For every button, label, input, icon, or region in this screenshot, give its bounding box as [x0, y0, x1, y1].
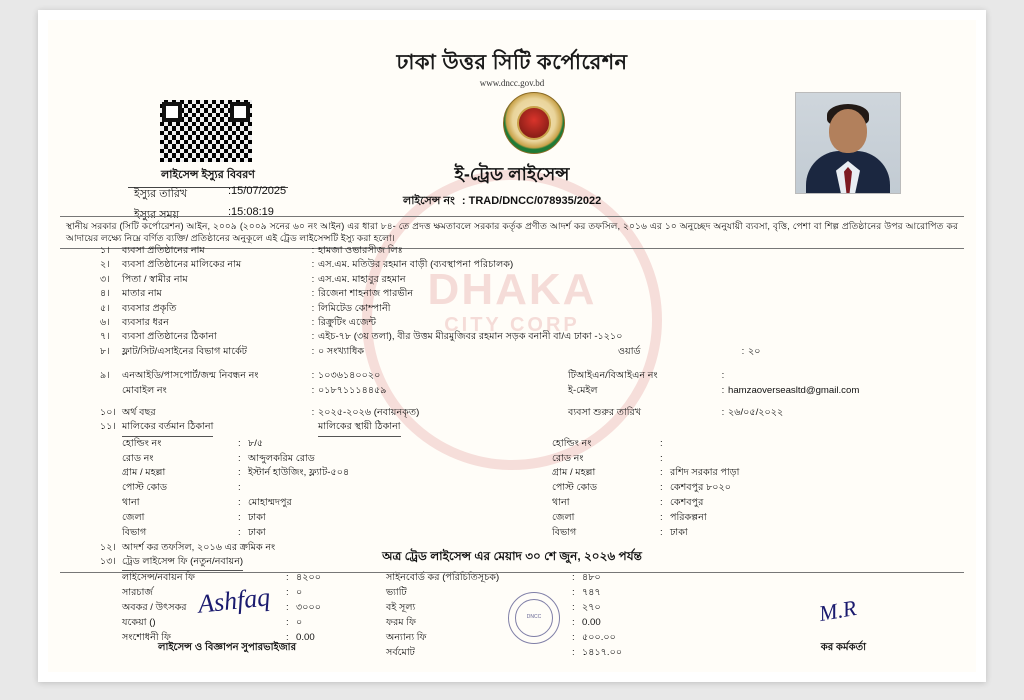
- fee-row: যকেয়া () : ০ ফরম ফি : 0.00: [122, 617, 601, 629]
- field-row: [100, 258, 946, 272]
- address-line: গ্রাম / মহল্লা : রশিদ সরকার পাড়া: [552, 467, 740, 479]
- supervisor-signature: Ashfaq: [196, 582, 272, 619]
- license-number-value: : TRAD/DNCC/078935/2022: [461, 195, 602, 207]
- license-inner: [48, 20, 976, 672]
- field-number: ৯।: [100, 370, 110, 382]
- address-line: হোল্ডিং নং :: [552, 437, 663, 449]
- address-line: পোস্ট কোড :: [122, 482, 241, 494]
- present-address: [122, 437, 552, 541]
- address-line: পোস্ট কোড : কেশবপুর ৮০২০: [552, 482, 732, 494]
- ward-label: ওয়ার্ড: [618, 345, 641, 357]
- email-value: hamzaoverseasltd@gmail.com: [728, 384, 860, 396]
- supervisor-title: লাইসেন্স ও বিজ্ঞাপন সুপারভাইজার: [158, 642, 297, 653]
- field-label: এনআইডি/পাসপোর্ট/জন্ম নিবন্ধন নং: [122, 370, 259, 382]
- field-value: এস.এম. মতিউর রহমান বাড়ী (ব্যবস্থাপনা পরিচালক): [318, 259, 514, 271]
- field-number: ৫।: [100, 302, 110, 314]
- start-date-label: ব্যবসা শুরুর তারিখ: [568, 406, 642, 418]
- field-colon: :: [311, 331, 315, 343]
- address-line: গ্রাম / মহল্লা : ইস্টার্ন হাউজিং, ফ্ল্যাট-৫০৪: [122, 467, 350, 479]
- address-block: [100, 437, 946, 541]
- signature-divider: [60, 572, 964, 573]
- address-line: বিভাগ : ঢাকা: [552, 526, 688, 538]
- national-emblem-icon: [503, 92, 565, 154]
- organization-title: ঢাকা উত্তর সিটি কর্পোরেশন: [396, 51, 628, 74]
- watermark-subtext: CITY CORP: [444, 314, 580, 337]
- field-value: এইচ-৭৮ (৩য় তলা), বীর উত্তম মীরমুজিবর রহমান সড়ক বনানী বা/এ ঢাকা -১২১০: [318, 331, 623, 343]
- field-value: এস.এম. মাহাবুর রহমান: [318, 273, 406, 285]
- field-number: ১০।: [100, 406, 116, 418]
- address-line: রোড নং :: [552, 452, 663, 464]
- address-line: বিভাগ : ঢাকা: [122, 526, 266, 538]
- mobile-label: মোবাইল নং: [122, 384, 167, 396]
- document-title: ই-ট্রেড লাইসেন্স: [454, 164, 570, 184]
- field-number: ৭।: [100, 331, 110, 343]
- address-line: রোড নং : আব্দুলকরিম রোড: [122, 452, 315, 464]
- field-label: ব্যবসার ধরন: [122, 316, 169, 328]
- field-row-mobile: [100, 384, 946, 398]
- field-value: হামজা ওভারসীজ লিঃ: [318, 245, 403, 256]
- field-number: ৮।: [100, 345, 110, 357]
- field-colon: :: [311, 273, 315, 285]
- fee-heading: ট্রেড লাইসেন্স ফি (নতুন/নবায়ন): [122, 555, 422, 571]
- fee-row: সংশোধনী ফি : 0.00 অন্যান্য ফি : ৫০০.০০: [122, 631, 616, 643]
- field-colon: :: [311, 406, 315, 418]
- field-colon: :: [311, 259, 315, 271]
- field-label: ব্যবসা প্রতিষ্ঠানের ঠিকানা: [122, 331, 217, 343]
- address-line: জেলা : ঢাকা: [122, 511, 266, 523]
- license-number-label: লাইসেন্স নং: [403, 195, 455, 207]
- qr-code-icon: [160, 100, 252, 162]
- field-colon: :: [311, 288, 315, 300]
- ward-colon: :: [741, 345, 745, 357]
- field-row-market: [100, 345, 946, 359]
- field-number: ১১।: [100, 421, 116, 433]
- field-row: [100, 316, 946, 330]
- email-label: ই-মেইল: [568, 384, 598, 396]
- field-row: [100, 330, 946, 344]
- field-colon: :: [311, 345, 315, 357]
- field-label: অর্থ বছর: [122, 406, 156, 418]
- present-address-heading: মালিকের বর্তমান ঠিকানা: [122, 420, 308, 436]
- field-label: আদর্শ কর তফসিল, ২০১৬ এর ক্রমিক নং: [122, 541, 276, 553]
- field-value: ১০৩৬১৪০০২০: [318, 370, 381, 382]
- website-url: www.dncc.gov.bd: [479, 78, 545, 88]
- field-value: ২০২৫-২০২৬ (নবায়নকৃত): [318, 406, 420, 418]
- field-number: ৬।: [100, 316, 110, 328]
- start-date-colon: :: [721, 406, 725, 418]
- legal-paragraph: স্থানীয় সরকার (সিটি কর্পোরেশন) আইন, ২০০৯ (২০০৯ সনের ৬০ নং আইন) এর ধারা ৮৪- তে প্রদত্ত ক্ষমতাবলে সরকার কর্তৃক প্রণীত আদর্শ কর তফসিল, ২০১৬ এর ১০ অনুচ্ছেদ অনুযায়ী ব্যবসা, বৃত্তি, পেশা বা শিল্প প্রতিষ্ঠানের উপর আরোপিত কর আদায়ের লক্ষ্যে নিম্নে বর্ণিত ব্যক্তি/ প্রতিষ্ঠানের অনুকূলে এই ট্রেড লাইসেন্সটি ইস্যু করা হলো।: [60, 216, 964, 249]
- field-label: ব্যবসা প্রতিষ্ঠানের মালিকের নাম: [122, 259, 242, 271]
- photo-head: [829, 109, 867, 153]
- field-number: ১।: [100, 245, 110, 256]
- license-number: [403, 192, 601, 211]
- field-row-fiscal-year: [100, 406, 946, 420]
- field-number: ২।: [100, 259, 110, 271]
- field-colon: :: [311, 316, 315, 328]
- permanent-address-heading: মালিকের স্থায়ী ঠিকানা: [318, 420, 558, 436]
- issue-date-value: :15/07/2025: [228, 185, 287, 197]
- field-number: ৪।: [100, 288, 110, 300]
- owner-photo: [795, 92, 901, 194]
- field-number: ৩।: [100, 273, 110, 285]
- field-label: ব্যবসার প্রকৃতি: [122, 302, 177, 314]
- qr-caption: লাইসেন্স ইস্যুর বিবরণ: [128, 166, 288, 188]
- fee-row-total: সর্বমোট : ১৪১৭.০০: [386, 646, 623, 658]
- fee-row: লাইসেন্স/নবায়ন ফি : ৪২০০ সাইনবোর্ড কর (পরিচিতিসূচক) : ৪৮০: [122, 572, 601, 584]
- field-number: ১২।: [100, 541, 116, 553]
- field-value: ০ সংখ্যাধিক: [318, 345, 365, 357]
- field-value: রিক্রুটিং এজেন্ট: [318, 316, 377, 328]
- field-row: [100, 287, 946, 301]
- field-label: মাতার নাম: [122, 288, 162, 300]
- field-row-nid: [100, 369, 946, 383]
- field-colon: :: [311, 384, 315, 396]
- address-line: থানা : কেশবপুর: [552, 497, 704, 509]
- tin-bin-value: [728, 369, 946, 383]
- field-row: [100, 273, 946, 287]
- permanent-address: [552, 437, 946, 541]
- tin-bin-colon: :: [721, 370, 725, 382]
- field-row: [100, 302, 946, 316]
- field-label: ফ্লাট/সিট/এসাইনের বিভাগ মার্কেট: [122, 345, 248, 357]
- validity-text: অত্র ট্রেড লাইসেন্স এর মেয়াদ ৩০ শে জুন, ২০২৬ পর্যন্ত: [382, 549, 642, 563]
- tax-officer-signature: M.R: [816, 594, 858, 627]
- fee-row: অবকর / উৎসকর : ৩০০০ বই সূল্য : ২৭০: [122, 602, 601, 614]
- field-value: রিজেনা শাহনাজ পারভীন: [318, 288, 414, 300]
- field-row: [100, 244, 946, 258]
- address-line: জেলা : পরিকল্পনা: [552, 511, 707, 523]
- field-colon: :: [311, 370, 315, 382]
- address-line: হোল্ডিং নং : ৮/৫: [122, 437, 264, 449]
- address-line: থানা : মোহাম্মদপুর: [122, 497, 292, 509]
- mobile-value: ০১৮৭১১১৪৪৫৯: [318, 384, 387, 396]
- field-colon: :: [311, 302, 315, 314]
- field-label: ব্যবসা প্রতিষ্ঠানের নাম: [122, 245, 205, 256]
- seal-text: DNCC: [526, 614, 542, 620]
- license-page: [38, 10, 986, 682]
- field-colon: :: [311, 245, 315, 256]
- issue-time-label: ইস্যুর সময়: [134, 209, 180, 221]
- field-row-address-heading: [100, 420, 946, 436]
- issue-time-value: :15:08:19: [228, 206, 274, 218]
- start-date-value: ২৬/০৫/২০২২: [728, 406, 784, 418]
- official-seal-icon: [508, 592, 560, 644]
- fee-row: সারচার্জ : ০ ভ্যাটি : ৭৪৭: [122, 587, 601, 599]
- field-value: লিমিটেড কোম্পানী: [318, 302, 391, 314]
- ward-value: ২০: [748, 345, 761, 357]
- field-number: ১৩।: [100, 556, 116, 568]
- tin-bin-label: টিআইএন/বিআইএন নং: [568, 370, 658, 382]
- email-colon: :: [721, 384, 725, 396]
- issue-date-label: ইস্যুর তারিখ: [134, 188, 188, 200]
- tax-officer-title: কর কর্মকর্তা: [820, 642, 866, 653]
- field-label: পিতা / স্বামীর নাম: [122, 273, 188, 285]
- watermark-text: DHAKA: [427, 265, 597, 314]
